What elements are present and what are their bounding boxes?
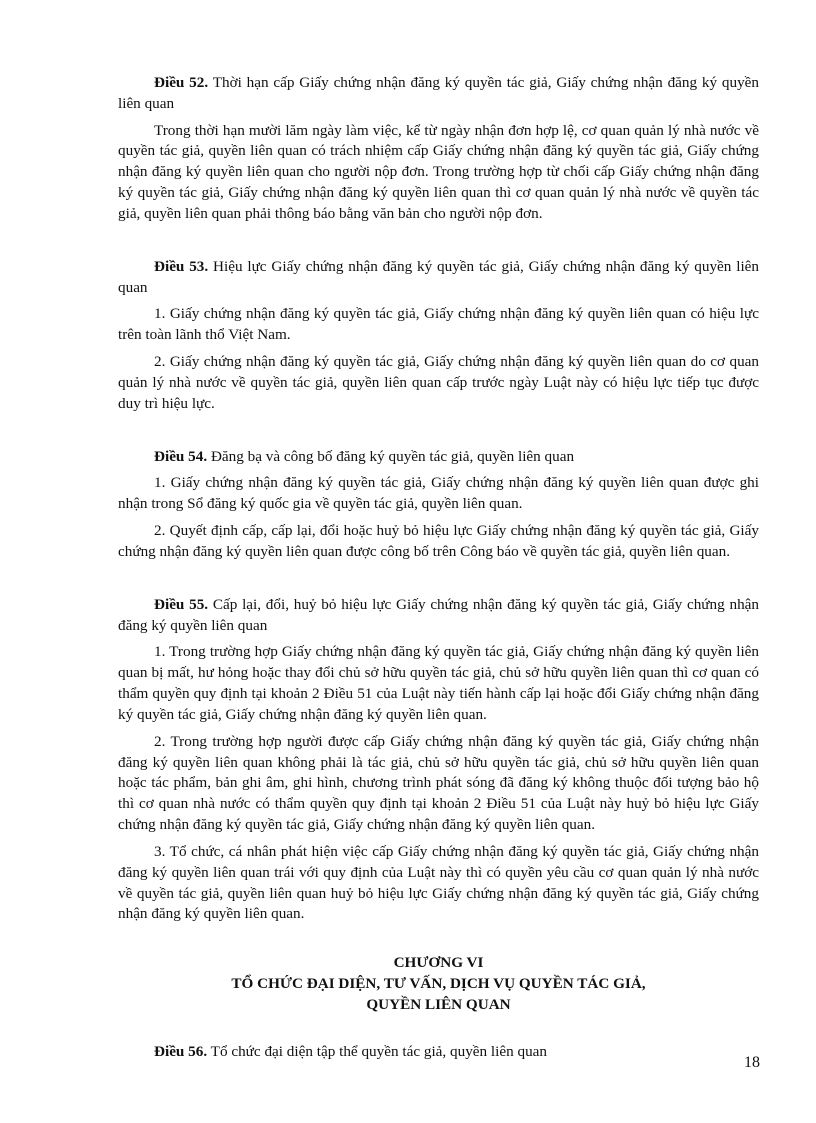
article-title: Hiệu lực Giấy chứng nhận đăng ký quyền tác giả, Giấy chứng nhận đăng ký quyền liên quan [118,257,759,296]
spacer [118,421,759,447]
article-paragraph: 1. Giấy chứng nhận đăng ký quyền tác giả, Giấy chứng nhận đăng ký quyền liên quan có hiệu lực trên toàn lãnh thổ Việt Nam. [118,305,759,344]
article-54 [118,447,759,563]
document-page [118,73,759,1068]
article-number: Điều 53. [154,257,209,275]
article-55 [118,595,759,925]
article-number: Điều 55. [154,595,209,613]
article-number: Điều 54. [154,447,208,465]
article-heading [118,73,759,115]
article-paragraph: Trong thời hạn mười lăm ngày làm việc, kể từ ngày nhận đơn hợp lệ, cơ quan quản lý nhà nước về quyền tác giả, quyền liên quan có trách nhiệm cấp Giấy chứng nhận đăng ký quyền tác giả, Giấy chứng nhận đăng ký quyền liên quan cho người nộp đơn. Trong trường hợp từ chối cấp Giấy chứng nhận đăng ký quyền tác giả, Giấy chứng nhận đăng ký quyền liên quan thì cơ quan quản lý nhà nước về quyền tác giả, quyền liên quan phải thông báo bằng văn bản cho người nộp đơn. [118,121,759,222]
article-title: Đăng bạ và công bố đăng ký quyền tác giả, quyền liên quan [207,447,575,465]
page-number: 18 [744,1054,760,1071]
article-heading [118,1042,759,1063]
article-number: Điều 52. [154,74,209,91]
article-53 [118,257,759,415]
article-paragraph: 3. Tổ chức, cá nhân phát hiện việc cấp Giấy chứng nhận đăng ký quyền tác giả, Giấy chứng nhận đăng ký quyền liên quan trái với quy định của Luật này thì có quyền yêu cầu cơ quan quản lý nhà nước về quyền tác giả, quyền liên quan huỷ bỏ hiệu lực Giấy chứng nhận đăng ký quyền tác giả, Giấy chứng nhận đăng ký quyền liên quan. [118,842,759,923]
spacer [118,569,759,595]
chapter-title-line-1: TỔ CHỨC ĐẠI DIỆN, TƯ VẤN, DỊCH VỤ QUYỀN TÁC GIẢ, [231,974,646,992]
article-paragraph: 1. Giấy chứng nhận đăng ký quyền tác giả, Giấy chứng nhận đăng ký quyền liên quan được ghi nhận trong Sổ đăng ký quốc gia về quyền tác giả, quyền liên quan. [118,474,759,513]
article-heading [118,257,759,299]
article-heading [118,595,759,637]
article-number: Điều 56. [154,1042,208,1060]
article-paragraph: 2. Trong trường hợp người được cấp Giấy chứng nhận đăng ký quyền tác giả, Giấy chứng nhận đăng ký quyền liên quan không phải là tác giả, chủ sở hữu quyền tác giả, chủ sở hữu quyền liên quan hoặc tác phẩm, bản ghi âm, ghi hình, chương trình phát sóng đã đăng ký không thuộc đối tượng bảo hộ thì cơ quan nhà nước có thẩm quyền quy định tại khoản 2 Điều 51 của Luật này huỷ bỏ hiệu lực Giấy chứng nhận đăng ký quyền tác giả, Giấy chứng nhận đăng ký quyền liên quan. [118,732,759,834]
article-title: Tổ chức đại diện tập thể quyền tác giả, quyền liên quan [207,1042,548,1060]
article-56 [118,1042,759,1063]
chapter-label: CHƯƠNG VI [393,954,484,972]
article-heading [118,447,759,468]
article-title: Cấp lại, đổi, huỷ bỏ hiệu lực Giấy chứng nhận đăng ký quyền tác giả, Giấy chứng nhận đăng ký quyền liên quan [118,595,759,634]
article-52 [118,73,759,225]
article-paragraph: 1. Trong trường hợp Giấy chứng nhận đăng ký quyền tác giả, Giấy chứng nhận đăng ký quyền liên quan bị mất, hư hỏng hoặc thay đổi chủ sở hữu quyền tác giả, chủ sở hữu quyền liên quan thì cơ quan có thẩm quyền quy định tại khoản 2 Điều 51 của Luật này tiến hành cấp lại hoặc đổi Giấy chứng nhận đăng ký quyền tác giả, Giấy chứng nhận đăng ký quyền liên quan. [118,643,759,723]
spacer [118,1016,759,1042]
article-paragraph: 2. Quyết định cấp, cấp lại, đổi hoặc huỷ bỏ hiệu lực Giấy chứng nhận đăng ký quyền tác giả, Giấy chứng nhận đăng ký quyền liên quan được công bố trên Công báo về quyền tác giả, quyền liên quan. [118,522,759,560]
chapter-title-line-2: QUYỀN LIÊN QUAN [366,995,511,1013]
spacer [118,231,759,257]
article-paragraph: 2. Giấy chứng nhận đăng ký quyền tác giả, Giấy chứng nhận đăng ký quyền liên quan do cơ quan quản lý nhà nước về quyền tác giả, quyền liên quan cấp trước ngày Luật này có hiệu lực tiếp tục được duy trì hiệu lực. [118,353,759,412]
article-title: Thời hạn cấp Giấy chứng nhận đăng ký quyền tác giả, Giấy chứng nhận đăng ký quyền liên quan [118,74,760,112]
chapter-heading [118,953,759,1015]
